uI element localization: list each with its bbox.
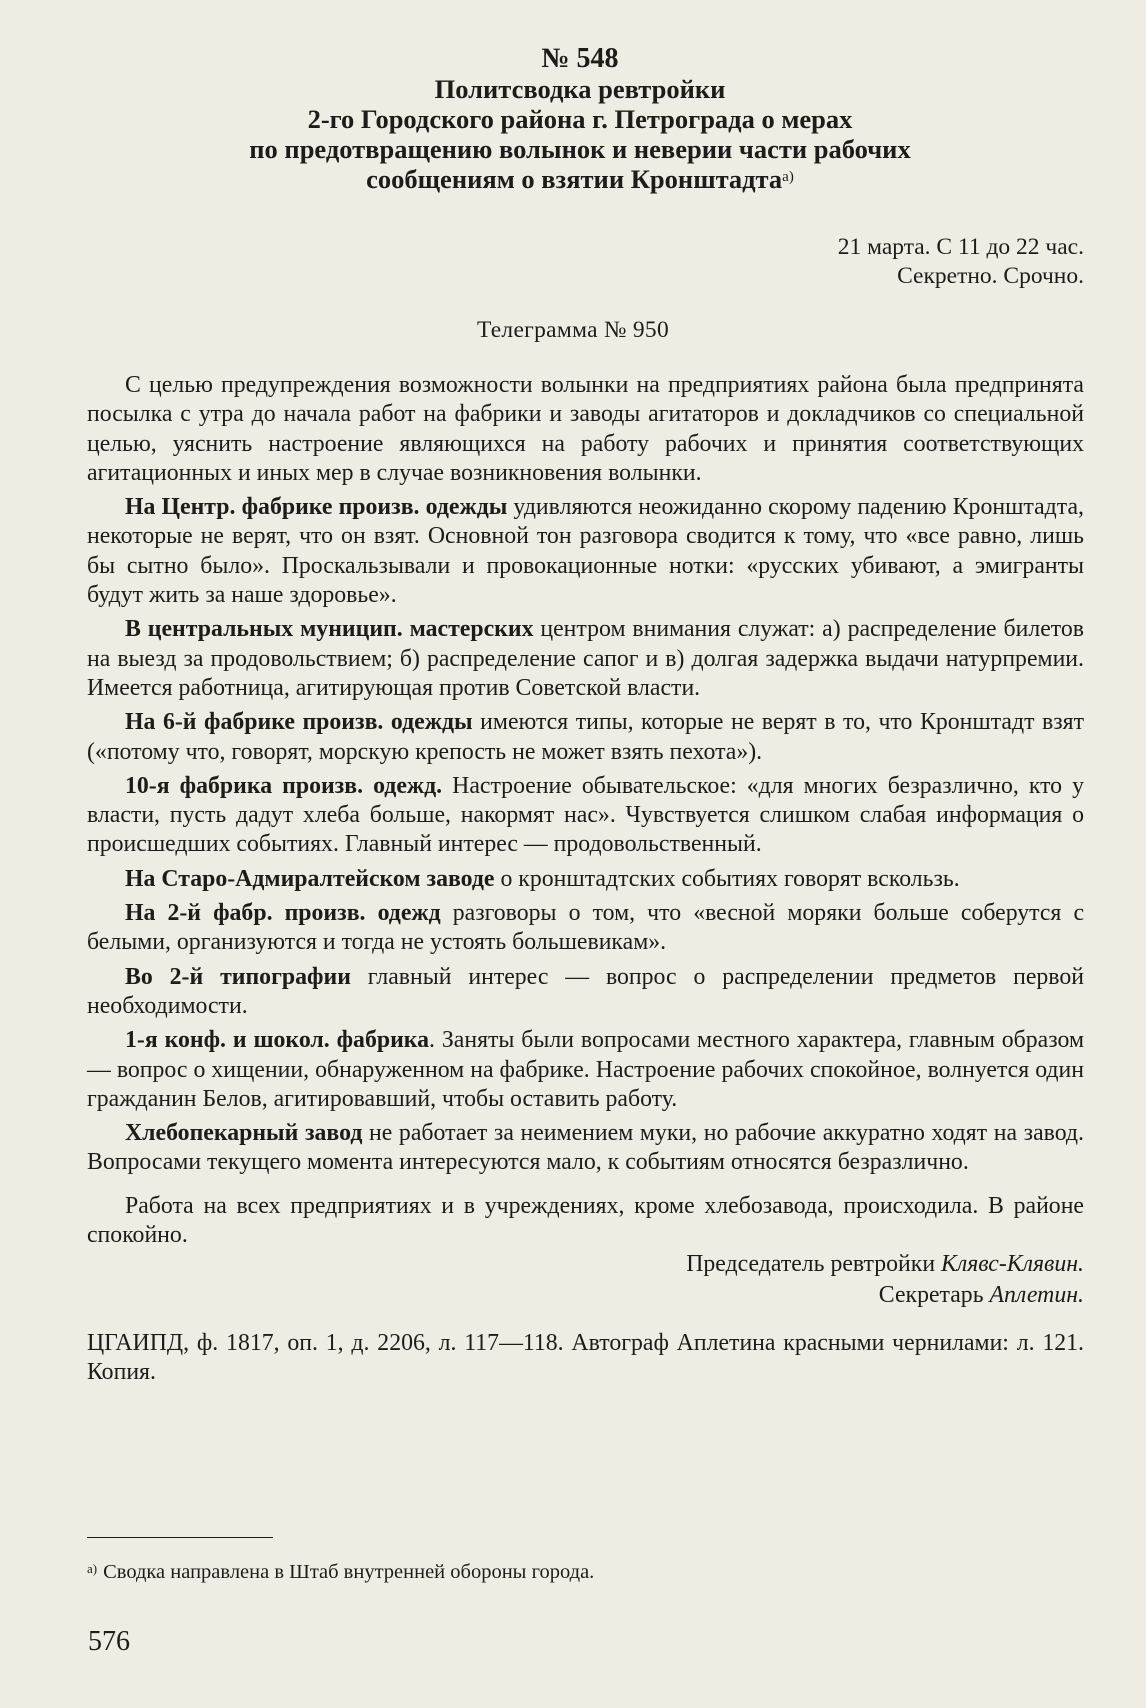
document-heading <box>150 44 1010 194</box>
paragraph <box>87 371 1084 488</box>
dateline <box>838 233 1084 291</box>
signature-name: Аплетин. <box>989 1282 1084 1308</box>
paragraph-text: Настроение обывательское: «для многих безразлично, кто у власти, пусть дадут хлеба больше, накормят нас». Чувствуется слишком слабая информация о происшедших событиях. Главный интерес — продовольственный. <box>87 772 1085 858</box>
paragraph-text: Работа на всех предприятиях и в учреждениях, кроме хлебозавода, происходила. В районе спокойно. <box>87 1192 1084 1249</box>
page-number: 576 <box>88 1626 130 1657</box>
signature-chairman <box>686 1249 1084 1280</box>
paragraph <box>87 1192 1084 1251</box>
signature-secretary <box>686 1280 1084 1311</box>
title-line-3: по предотвращению волынок и неверии части рабочих <box>249 134 911 164</box>
paragraph-lead: 10-я фабрика произв. одежд. <box>125 772 443 799</box>
paragraph-text: имеются типы, которые не верят в то, что Кронштадт взят («потому что, говорят, морскую крепость не может взять пехота»). <box>87 709 1085 765</box>
footnote-mark: а) <box>87 1561 98 1576</box>
title-line-1: Политсводка ревтройки <box>434 74 726 104</box>
paragraph-lead: 1-я конф. и шокол. фабрика <box>125 1027 430 1054</box>
footnote <box>87 1559 594 1585</box>
paragraph <box>87 865 1084 894</box>
telegram-label: Телеграмма № 950 <box>476 317 670 343</box>
paragraph <box>87 1119 1084 1178</box>
paragraph-text: центром внимания служат: а) распределение билетов на выезд за продовольствием; б) распределение сапог и в) долгая задержка выдачи натурпремии. Имеется работница, агитирующая против Советской власти. <box>87 616 1085 701</box>
document-number: № 548 <box>541 43 619 74</box>
dateline-date: 21 марта. С 11 до 22 час. <box>837 234 1084 260</box>
paragraph <box>87 708 1084 767</box>
paragraph <box>87 1026 1084 1114</box>
paragraph <box>87 963 1084 1022</box>
paragraph-lead: Во 2-й типографии <box>125 963 351 990</box>
document-body <box>87 371 1084 1255</box>
paragraph-text: С целью предупреждения возможности волынки на предприятиях района была предпринята посылка с утра до начала работ на фабрики и заводы агитаторов и докладчиков со специальной целью, уяснить настроение являющихся на работу рабочих и принятия соответствующих агитационных и иных мер в случае возникновения волынки. <box>87 372 1084 486</box>
paragraph-lead: На 2-й фабр. произв. одежд <box>125 900 441 927</box>
paragraph-text: главный интерес — вопрос о распределении предметов первой необходимости. <box>87 963 1084 1019</box>
paragraph <box>87 899 1084 958</box>
title-footnote-mark: а) <box>782 169 794 185</box>
archive-reference: ЦГАИПД, ф. 1817, оп. 1, д. 2206, л. 117—118. Автограф Аплетина красными чернилами: л. 121. Копия. <box>87 1330 1084 1386</box>
footnote-divider <box>87 1537 273 1538</box>
paragraph-lead: Хлебопекарный завод <box>125 1120 363 1147</box>
paragraph-lead: На 6-й фабрике произв. одежды <box>125 709 473 736</box>
paragraph-text: удивляются неожиданно скорому падению Кронштадта, некоторые не верят, что он взят. Основной тон разговора сводится к тому, что «все равно, лишь бы сытно было». Проскальзывали и провокационные нотки: «русских убивают, а эмигранты будут жить за наше здоровье». <box>87 494 1084 609</box>
title-line-4 <box>150 164 1010 194</box>
paragraph-text: разговоры о том, что «весной моряки больше соберутся с белыми, организуются и тогда не устоять большевикам». <box>87 900 1085 956</box>
signature-block <box>686 1249 1084 1311</box>
paragraph-lead: На Старо-Адмиралтейском заводе <box>125 865 495 892</box>
paragraph <box>87 615 1084 703</box>
paragraph-text: о кронштадтских событиях говорят вскользь. <box>494 865 960 892</box>
title-line-4-text: сообщениям о взятии Кронштадта <box>366 164 783 194</box>
paragraph <box>87 772 1084 860</box>
signature-name: Клявс-Клявин. <box>941 1251 1084 1277</box>
signature-role: Секретарь <box>878 1282 990 1308</box>
paragraph <box>87 493 1084 610</box>
signature-role: Председатель ревтройки <box>686 1251 942 1277</box>
paragraph-lead: В центральных муницип. мастерских <box>125 616 534 643</box>
title-line-2: 2-го Городского района г. Петрограда о мерах <box>307 104 853 134</box>
paragraph-text: . Заняты были вопросами местного характера, главным образом — вопрос о хищении, обнаруженном на фабрике. Настроение рабочих спокойное, волнуется один гражданин Белов, агитировавший, чтобы оставить работу. <box>87 1027 1084 1112</box>
dateline-classification: Секретно. Срочно. <box>897 263 1084 289</box>
paragraph-text: не работает за неимением муки, но рабочие аккуратно ходят на завод. Вопросами текущего момента интересуются мало, к событиям относятся безразлично. <box>87 1120 1084 1176</box>
paragraph-lead: На Центр. фабрике произв. одежды <box>125 494 508 521</box>
footnote-text: Сводка направлена в Штаб внутренней обороны города. <box>103 1561 595 1583</box>
